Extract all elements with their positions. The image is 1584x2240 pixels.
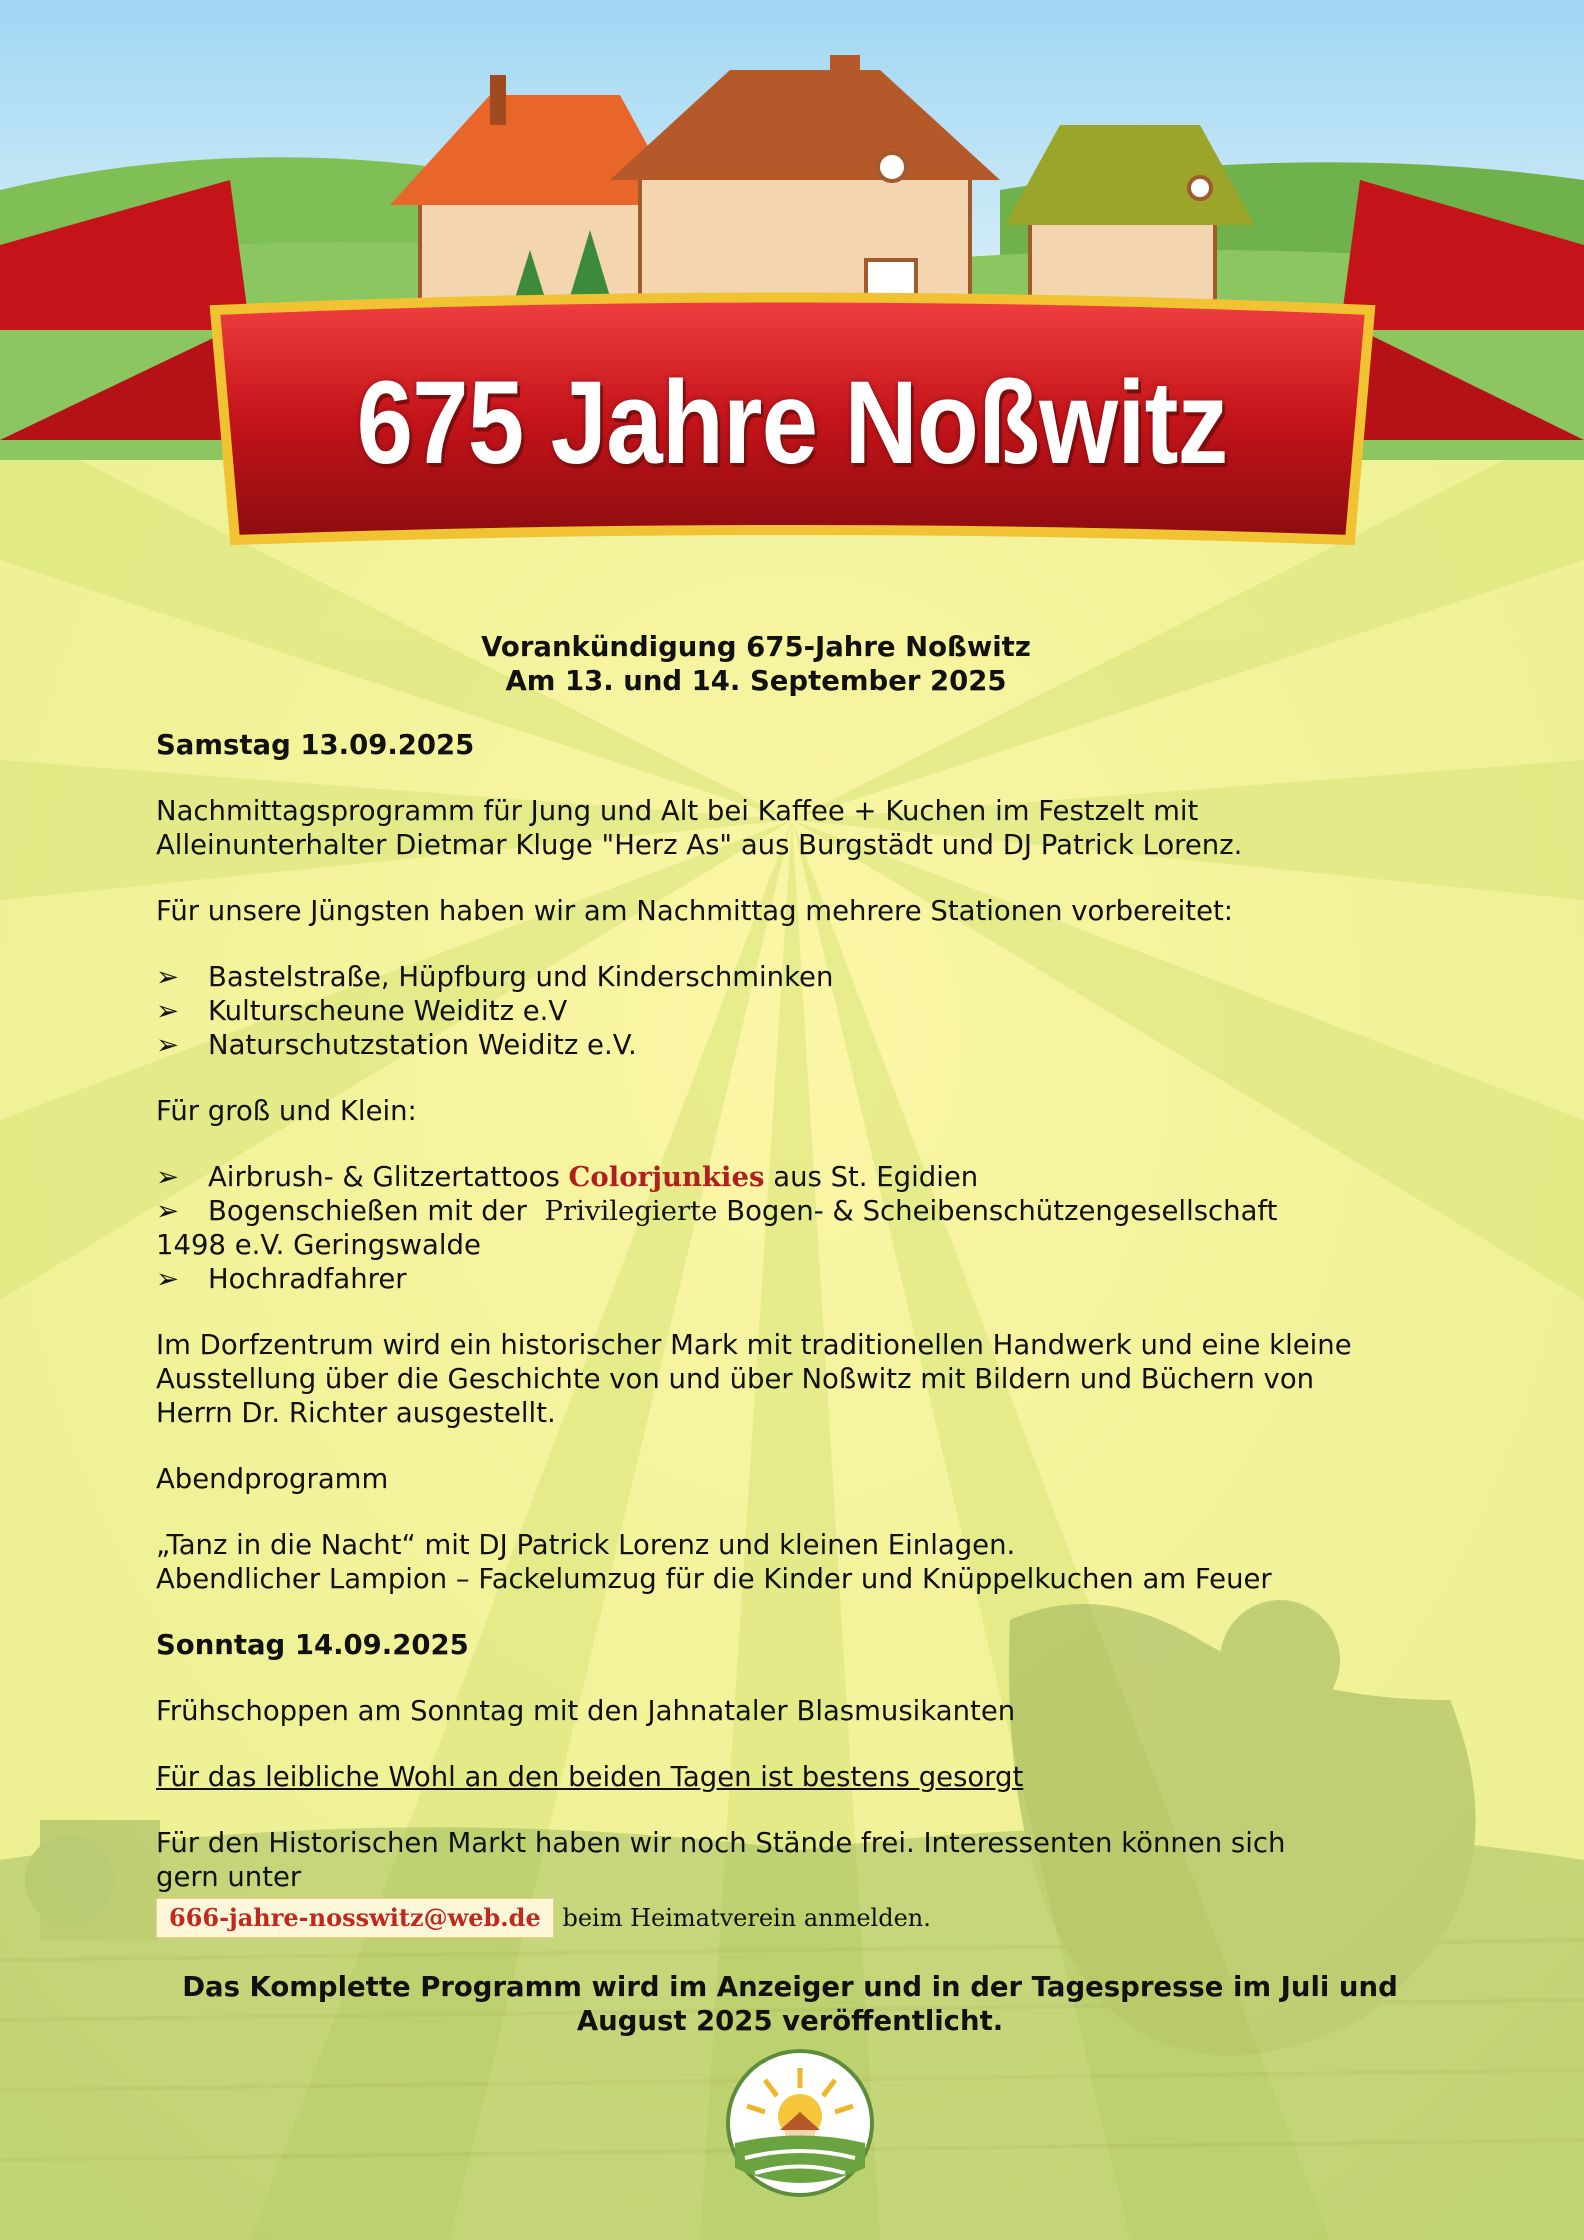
email-link[interactable]: 666-jahre-nosswitz@web.de — [156, 1898, 554, 1938]
arrow-bullet-icon: ➢ — [156, 1161, 180, 1193]
register-text: beim Heimatverein anmelden. — [562, 1904, 931, 1932]
list-item: ➢ Bogenschießen mit der Privilegierte Bogen- & Scheibenschützengesellschaft — [156, 1195, 1278, 1227]
list-item: ➢ Hochradfahrer — [156, 1263, 407, 1295]
evening-title: Abendprogramm — [156, 1463, 389, 1495]
arrow-bullet-icon: ➢ — [156, 1263, 180, 1295]
arrow-bullet-icon: ➢ — [156, 1195, 180, 1227]
footer-note: Das Komplette Programm wird im Anzeiger und in der Tagespresse im Juli und August 2025 veröffentlicht. — [182, 1971, 1398, 2037]
stations-list — [156, 960, 1356, 1062]
poster-content — [156, 630, 1356, 1938]
saturday-afternoon: Nachmittagsprogramm für Jung und Alt bei Kaffee + Kuchen im Festzelt mit Alleinunterhalter Dietmar Kluge "Herz As" aus Burgstädt und DJ Patrick Lorenz. — [156, 795, 1243, 861]
email-line — [156, 1898, 1356, 1938]
evening-line-2: Abendlicher Lampion – Fackelumzug für die Kinder und Knüppelkuchen am Feuer — [156, 1563, 1272, 1595]
banner-title: 675 Jahre Noßwitz — [356, 357, 1228, 489]
archery-continued: 1498 e.V. Geringswalde — [156, 1229, 481, 1261]
saturday-title: Samstag 13.09.2025 — [156, 729, 475, 761]
heading-line-2: Am 13. und 14. September 2025 — [505, 665, 1007, 697]
arrow-bullet-icon: ➢ — [156, 1029, 180, 1061]
heading-line-1: Vorankündigung 675-Jahre Noßwitz — [481, 631, 1031, 663]
all-ages-list — [156, 1160, 1356, 1228]
list-item: ➢ Bastelstraße, Hüpfburg und Kinderschminken — [156, 961, 834, 993]
sunday-title: Sonntag 14.09.2025 — [156, 1629, 469, 1661]
sunday-brunch: Frühschoppen am Sonntag mit den Jahnataler Blasmusikanten — [156, 1695, 1016, 1727]
village-center-text: Im Dorfzentrum wird ein historischer Mark mit traditionellen Handwerk und eine kleine Ausstellung über die Geschichte von und über Noßwitz mit Bildern und Büchern von Herrn Dr. Richter ausgestellt. — [156, 1329, 1352, 1429]
list-item: ➢ Kulturscheune Weiditz e.V — [156, 995, 568, 1027]
food-note: Für das leibliche Wohl an den beiden Tagen ist bestens gesorgt — [156, 1761, 1024, 1793]
colorjunkies-brand: Colorjunkies — [568, 1161, 765, 1193]
list-item: ➢ Naturschutzstation Weiditz e.V. — [156, 1029, 637, 1061]
youngest-intro: Für unsere Jüngsten haben wir am Nachmittag mehrere Stationen vorbereitet: — [156, 895, 1234, 927]
arrow-bullet-icon: ➢ — [156, 961, 180, 993]
arrow-bullet-icon: ➢ — [156, 995, 180, 1027]
all-ages-intro: Für groß und Klein: — [156, 1095, 417, 1127]
market-text: Für den Historischen Markt haben wir noch Stände frei. Interessenten können sich gern unter — [156, 1827, 1286, 1893]
village-sun-logo-icon — [725, 2048, 875, 2198]
list-item: ➢ Airbrush- & Glitzertattoos Colorjunkies aus St. Egidien — [156, 1161, 979, 1193]
evening-line-1: „Tanz in die Nacht“ mit DJ Patrick Lorenz und kleinen Einlagen. — [156, 1529, 1016, 1561]
highwheel-list — [156, 1262, 1356, 1296]
